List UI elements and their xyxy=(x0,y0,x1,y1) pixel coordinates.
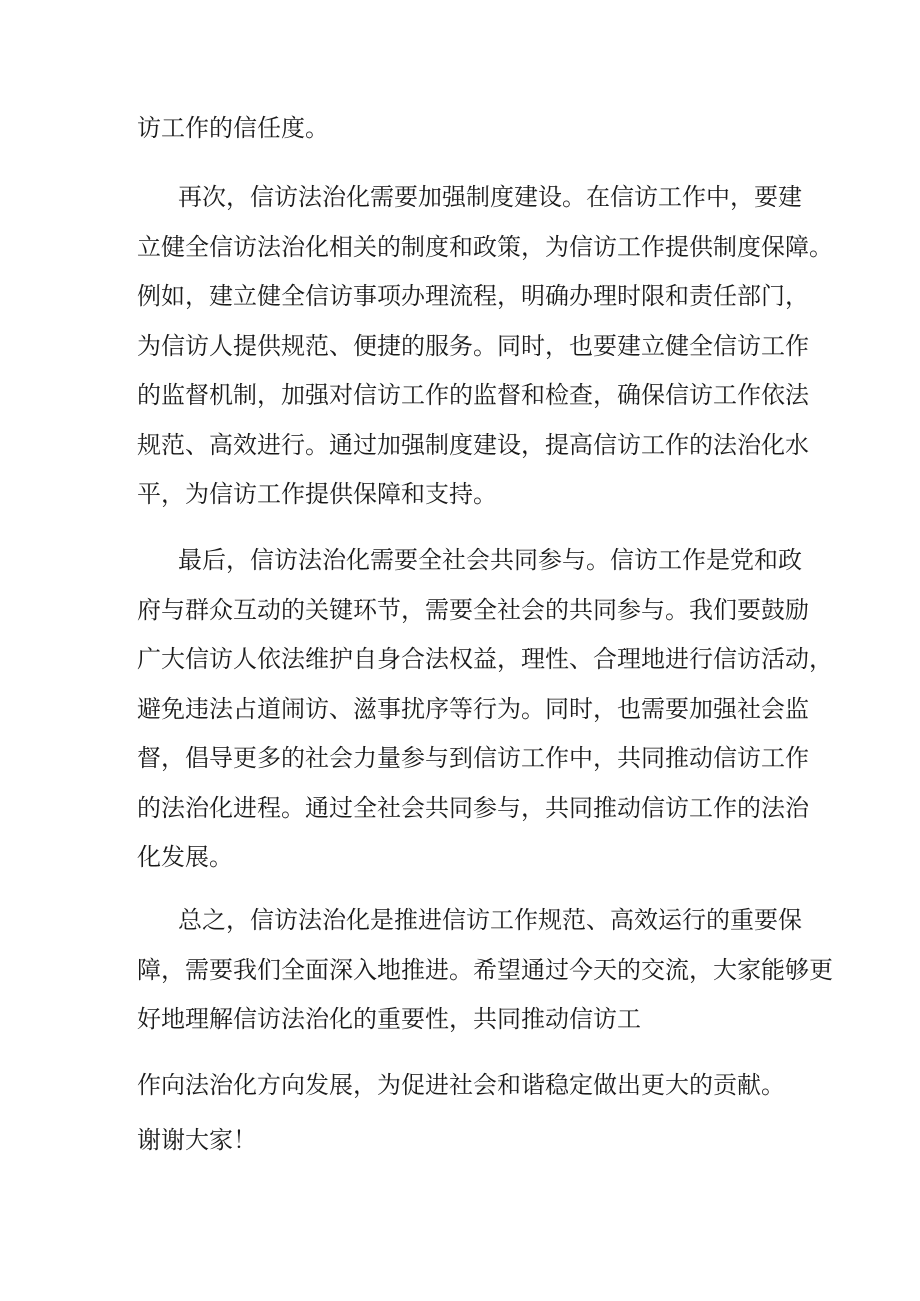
text-line: 平，为信访工作提供保障和支持。 xyxy=(137,480,497,508)
text-line: 府与群众互动的关键环节，需要全社会的共同参与。我们要鼓励 xyxy=(137,596,809,624)
text-line: 避免违法占道闹访、滋事扰序等行为。同时，也需要加强社会监 xyxy=(137,695,809,723)
text-line: 督，倡导更多的社会力量参与到信访工作中，共同推动信访工作 xyxy=(137,744,809,772)
text-line: 访工作的信任度。 xyxy=(137,114,329,142)
text-line: 最后，信访法治化需要全社会共同参与。信访工作是党和政 xyxy=(178,546,802,574)
text-line: 的监督机制，加强对信访工作的监督和检查，确保信访工作依法 xyxy=(137,381,809,409)
text-line: 化发展。 xyxy=(137,843,233,871)
text-line: 总之，信访法治化是推进信访工作规范、高效运行的重要保 xyxy=(178,906,802,934)
text-line: 障，需要我们全面深入地推进。希望通过今天的交流，大家能够更 xyxy=(137,956,833,984)
text-line: 的法治化进程。通过全社会共同参与，共同推动信访工作的法治 xyxy=(137,794,809,822)
text-line: 立健全信访法治化相关的制度和政策，为信访工作提供制度保障。 xyxy=(137,233,833,261)
text-line: 作向法治化方向发展，为促进社会和谐稳定做出更大的贡献。 xyxy=(137,1071,785,1099)
text-line: 谢谢大家！ xyxy=(137,1126,257,1154)
text-line: 例如，建立健全信访事项办理流程，明确办理时限和责任部门， xyxy=(137,282,809,310)
text-line: 广大信访人依法维护自身合法权益，理性、合理地进行信访活动， xyxy=(137,645,833,673)
text-line: 好地理解信访法治化的重要性，共同推动信访工 xyxy=(137,1005,641,1033)
text-line: 为信访人提供规范、便捷的服务。同时，也要建立健全信访工作 xyxy=(137,332,809,360)
text-line: 再次，信访法治化需要加强制度建设。在信访工作中，要建 xyxy=(178,183,802,211)
text-line: 规范、高效进行。通过加强制度建设，提高信访工作的法治化水 xyxy=(137,431,809,459)
